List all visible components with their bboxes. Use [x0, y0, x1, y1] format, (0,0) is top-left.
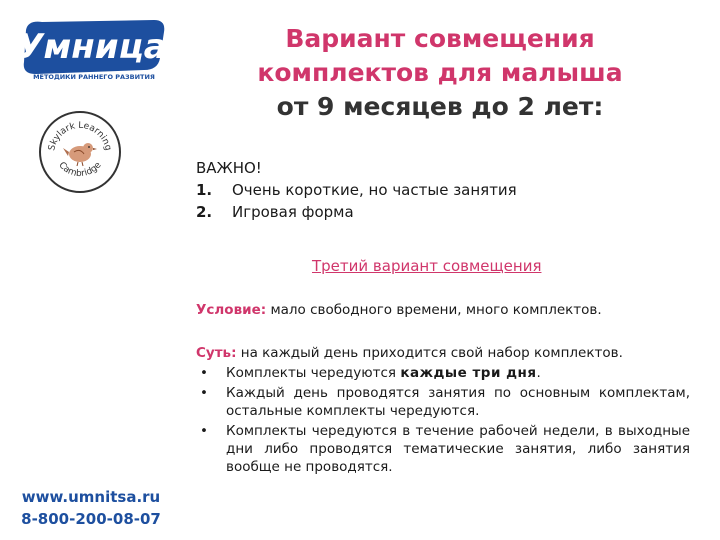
title-line-3: от 9 месяцев до 2 лет:: [276, 92, 604, 121]
website-link[interactable]: www.umnitsa.ru: [21, 488, 161, 506]
list-item: • Каждый день проводятся занятия по основным комплектам, остальные комплекты чередуются.: [196, 384, 690, 420]
condition-text: мало свободного времени, много комплектов.: [270, 302, 602, 318]
brand-logo[interactable]: [18, 16, 168, 80]
list-item: [196, 179, 517, 201]
list-item-text: Очень короткие, но частые занятия: [232, 181, 517, 199]
list-item: • Комплекты чередуются в течение рабочей недели, в выходные дни либо проводятся тематические занятия, либо занятия вообще не проводятся.: [196, 422, 690, 476]
phone-number[interactable]: 8-800-200-08-07: [21, 510, 161, 528]
title-line-1: Вариант совмещения: [285, 24, 595, 53]
contacts-block: [16, 486, 166, 530]
important-heading: ВАЖНО!: [196, 159, 262, 177]
condition-block: [196, 302, 602, 318]
essence-text: на каждый день приходится свой набор комплектов.: [240, 345, 623, 361]
essence-bullet-list: [196, 364, 690, 476]
essence-block: [196, 344, 690, 478]
badge-bottom-text: Cambridge: [56, 160, 104, 180]
badge-top-text: Skylark Learning: [47, 120, 113, 152]
page-title: [230, 22, 650, 124]
list-item-number: 1.: [196, 181, 213, 199]
list-item-number: 2.: [196, 203, 213, 221]
essence-label: Суть:: [196, 345, 237, 361]
important-block: [196, 157, 517, 223]
variant-link[interactable]: Третий вариант совмещения: [312, 257, 542, 275]
title-line-2: комплектов для малыша: [257, 58, 623, 87]
list-item: [196, 364, 690, 382]
skylark-learning-badge: [38, 110, 122, 194]
logo-wordmark: Умница: [18, 27, 167, 67]
list-item-text: Игровая форма: [232, 203, 354, 221]
logo-tagline: МЕТОДИКИ РАННЕГО РАЗВИТИЯ: [33, 73, 155, 80]
list-item: [196, 201, 517, 223]
bullet-emphasis: каждые три дня: [400, 365, 537, 381]
bullet-text-end: .: [536, 365, 541, 381]
condition-label: Условие:: [196, 302, 267, 318]
bullet-text: Комплекты чередуются: [226, 365, 397, 381]
